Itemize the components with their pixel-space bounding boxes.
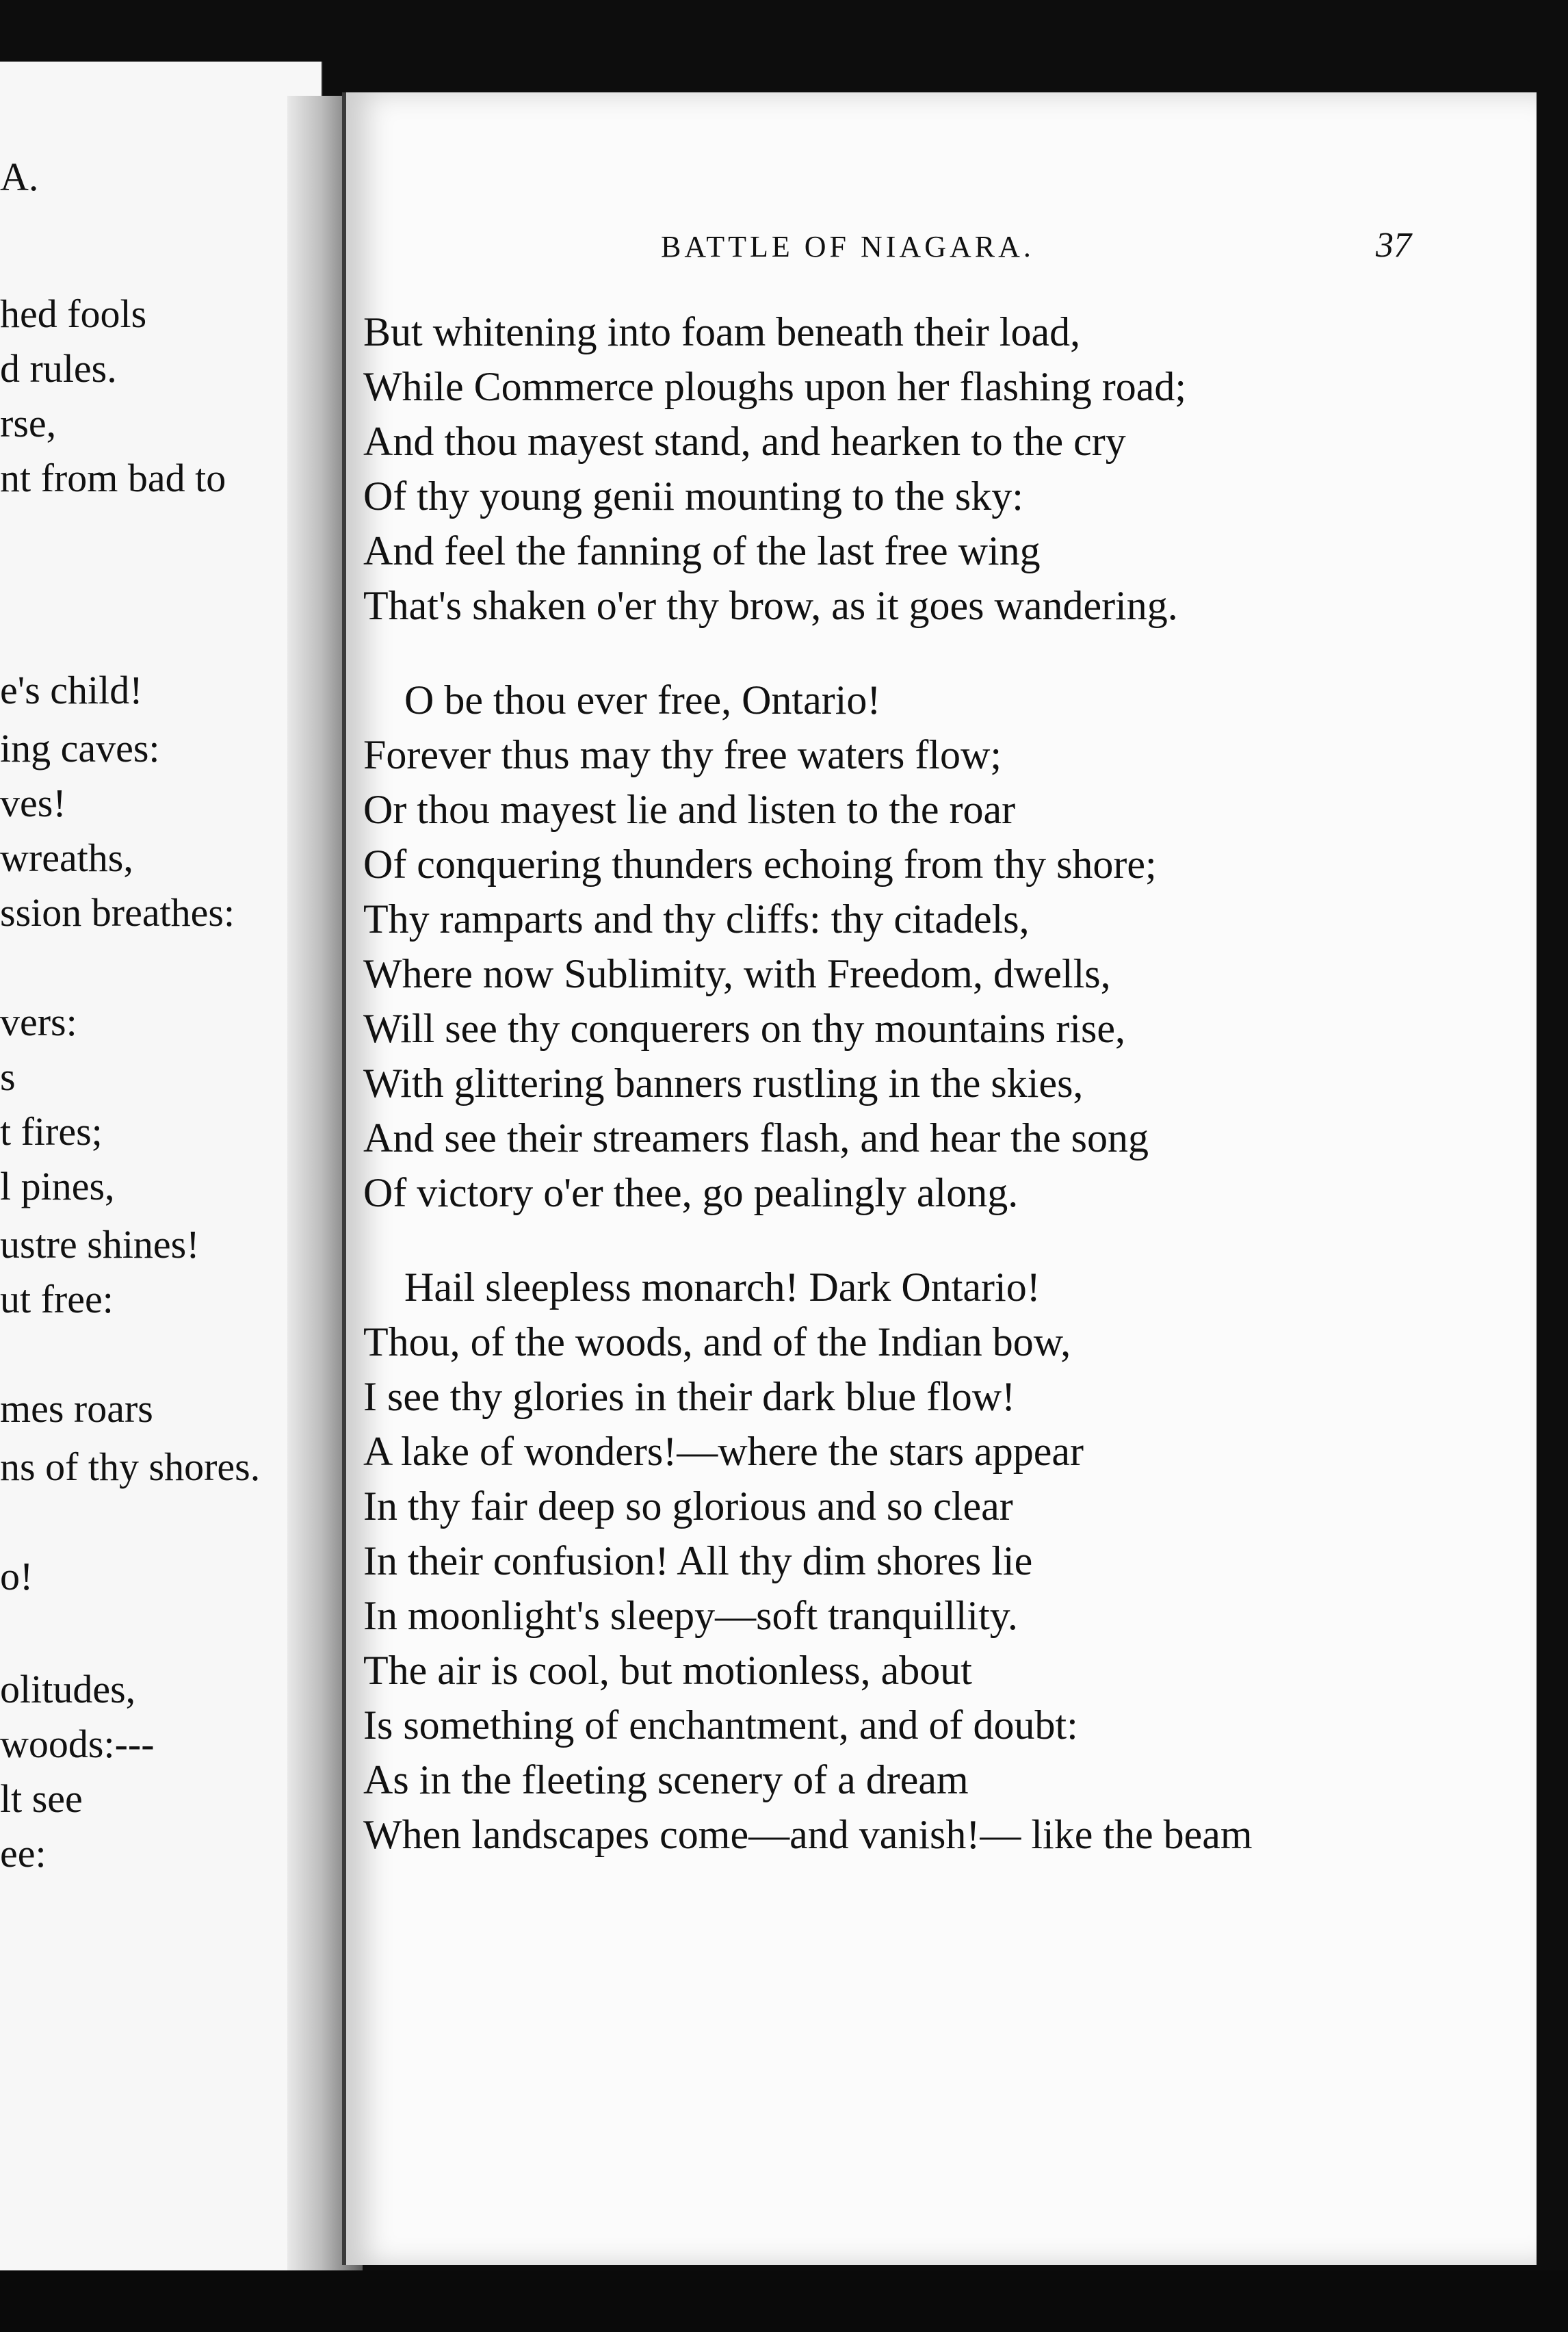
left-page-line: hed fools [0,292,147,336]
poem-body [363,305,1513,1902]
poem-line: Or thou mayest lie and listen to the roar [363,787,1016,832]
running-head: BATTLE OF NIAGARA. [661,230,1034,263]
left-page-line: d rules. [0,346,117,391]
poem-line: Of victory o'er thee, go pealingly along. [363,1170,1019,1215]
poem-line: As in the fleeting scenery of a dream [363,1757,969,1802]
poem-line: Will see thy conquerers on thy mountains rise, [363,1006,1126,1051]
poem-line: With glittering banners rustling in the skies, [363,1061,1084,1106]
left-page-line: mes roars [0,1386,153,1431]
poem-line: In moonlight's sleepy—soft tranquillity. [363,1593,1018,1638]
poem-line: When landscapes come—and vanish!— like the beam [363,1812,1253,1857]
poem-line: Forever thus may thy free waters flow; [363,732,1002,777]
poem-line: Where now Sublimity, with Freedom, dwells, [363,951,1111,996]
left-page-line: ee: [0,1831,47,1876]
left-page-line: e's child! [0,668,143,712]
left-page-line: l pines, [0,1164,115,1208]
poem-line: Is something of enchantment, and of doubt: [363,1702,1078,1748]
left-page-line: ut free: [0,1277,114,1321]
right-page [342,92,1537,2265]
poem-line: In thy fair deep so glorious and so clear [363,1484,1013,1529]
left-page-line: ing caves: [0,726,160,770]
left-page-line: ves! [0,781,66,825]
stanza [363,305,1513,633]
poem-line: And feel the fanning of the last free wing [363,528,1041,573]
left-page-line: s [0,1054,16,1099]
poem-line: O be thou ever free, Ontario! [404,677,881,723]
page-number: 37 [1376,226,1411,265]
poem-line: And thou mayest stand, and hearken to the cry [363,419,1126,464]
left-page-line: A. [0,155,39,199]
page-header [346,226,1537,284]
left-page-line: o! [0,1554,34,1598]
poem-line: And see their streamers flash, and hear the song [363,1115,1149,1161]
left-page-line: lt see [0,1776,83,1821]
left-page-line: nt from bad to [0,456,226,500]
poem-line: I see thy glories in their dark blue flow! [363,1374,1016,1419]
scan-border [0,2270,1568,2332]
poem-line: Of thy young genii mounting to the sky: [363,474,1023,519]
poem-line: Thou, of the woods, and of the Indian bow, [363,1319,1071,1364]
poem-line: While Commerce ploughs upon her flashing road; [363,364,1187,409]
left-page-line: t fires; [0,1109,103,1154]
poem-line: But whitening into foam beneath their load, [363,309,1081,354]
left-page-line: ns of thy shores. [0,1444,261,1489]
poem-line: Thy ramparts and thy cliffs: thy citadels, [363,896,1030,942]
poem-line: Of conquering thunders echoing from thy shore; [363,842,1157,887]
poem-line: Hail sleepless monarch! Dark Ontario! [404,1265,1041,1310]
left-page-line: ssion breathes: [0,890,235,935]
poem-line: That's shaken o'er thy brow, as it goes wandering. [363,583,1178,628]
poem-line: In their confusion! All thy dim shores lie [363,1538,1033,1583]
left-page [0,62,323,2272]
left-page-line: woods:--- [0,1722,155,1766]
left-page-line: olitudes, [0,1667,136,1711]
left-page-line: vers: [0,1000,77,1044]
left-page-line: ustre shines! [0,1222,200,1267]
poem-line: A lake of wonders!—where the stars appear [363,1429,1084,1474]
poem-line: The air is cool, but motionless, about [363,1648,972,1693]
left-page-line: wreaths, [0,835,133,880]
left-page-line: rse, [0,401,57,445]
stanza [363,673,1513,1220]
stanza [363,1260,1513,1862]
